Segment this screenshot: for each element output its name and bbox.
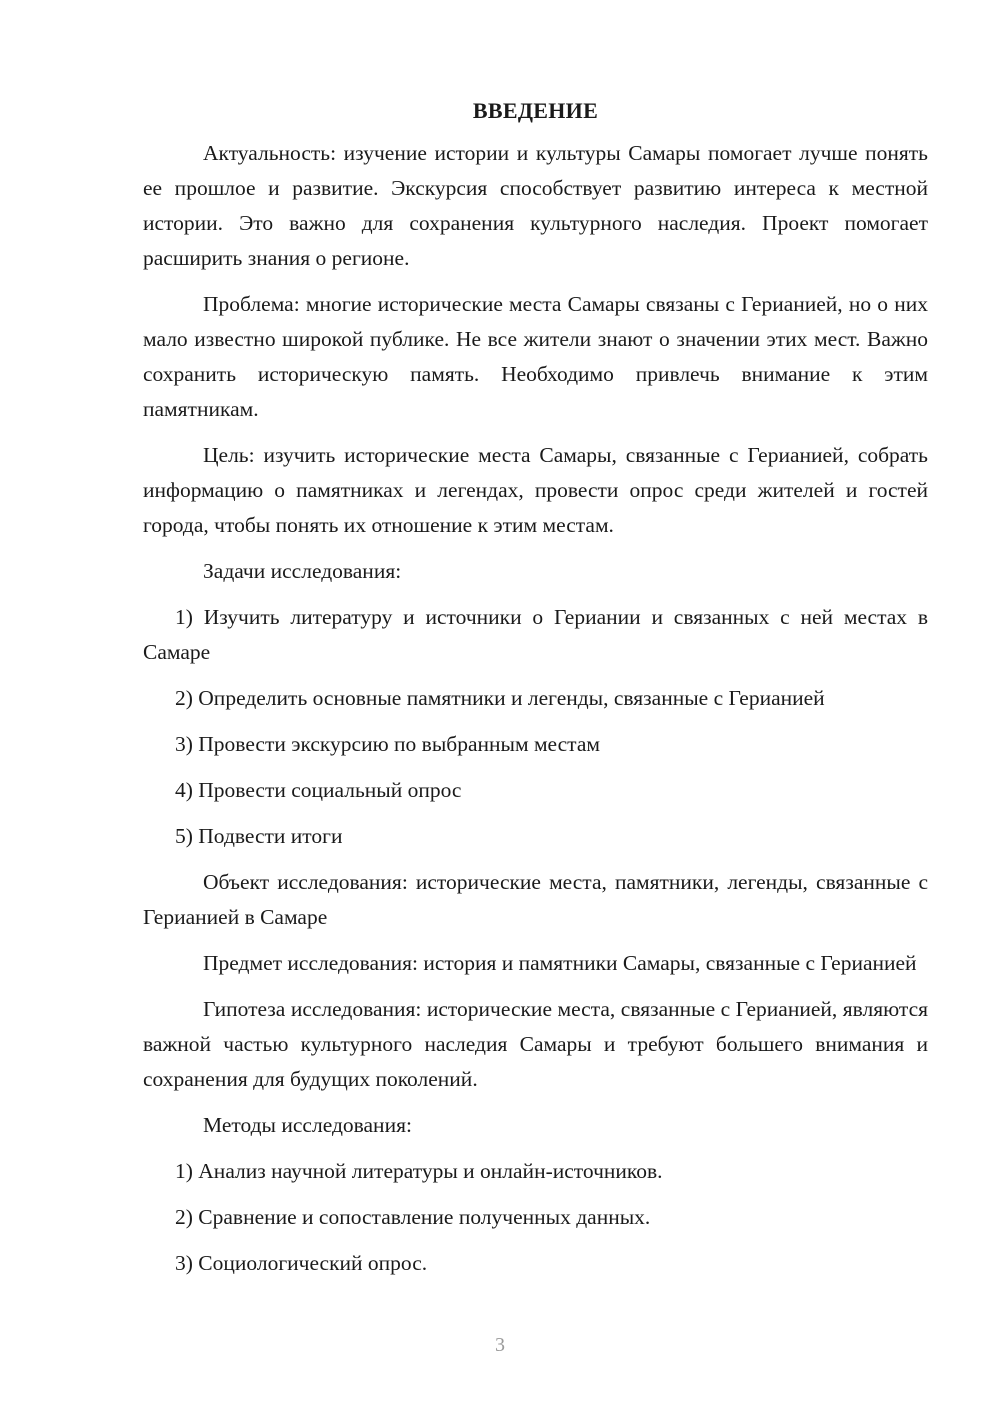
method-item-3: 3) Социологический опрос. bbox=[175, 1251, 428, 1275]
task-item-2: 2) Определить основные памятники и легенды, связанные с Герианией bbox=[175, 686, 825, 710]
document-page bbox=[143, 96, 928, 1292]
goal-paragraph: Цель: изучить исторические места Самары, связанные с Герианией, собрать информацию о памятниках и легендах, провести опрос среди жителей и гостей города, чтобы понять их отношение к этим местам. bbox=[143, 443, 928, 537]
method-item-1: 1) Анализ научной литературы и онлайн-источников. bbox=[175, 1159, 663, 1183]
page-title: ВВЕДЕНИЕ bbox=[472, 98, 599, 123]
task-item-1: 1) Изучить литературу и источники о Гериании и связанных с ней местах в Самаре bbox=[143, 605, 928, 664]
subject-paragraph: Предмет исследования: история и памятники Самары, связанные с Герианией bbox=[203, 951, 917, 975]
hypothesis-paragraph: Гипотеза исследования: исторические места, связанные с Герианией, являются важной частью культурного наследия Самары и требуют большего внимания и сохранения для будущих поколений. bbox=[143, 997, 928, 1091]
method-item-2: 2) Сравнение и сопоставление полученных данных. bbox=[175, 1205, 651, 1229]
task-item-3: 3) Провести экскурсию по выбранным местам bbox=[175, 732, 600, 756]
tasks-title: Задачи исследования: bbox=[203, 559, 402, 583]
relevance-paragraph: Актуальность: изучение истории и культуры Самары помогает лучше понять ее прошлое и развитие. Экскурсия способствует развитию интереса к местной истории. Это важно для сохранения культурного наследия. Проект помогает расширить знания о регионе. bbox=[143, 141, 928, 270]
page-number: 3 bbox=[495, 1334, 505, 1356]
task-item-5: 5) Подвести итоги bbox=[175, 824, 343, 848]
methods-title: Методы исследования: bbox=[203, 1113, 412, 1137]
task-item-4: 4) Провести социальный опрос bbox=[175, 778, 462, 802]
object-paragraph: Объект исследования: исторические места, памятники, легенды, связанные с Герианией в Самаре bbox=[143, 870, 928, 929]
problem-paragraph: Проблема: многие исторические места Самары связаны с Герианией, но о них мало известно широкой публике. Не все жители знают о значении этих мест. Важно сохранить историческую память. Необходимо привлечь внимание к этим памятникам. bbox=[143, 292, 928, 421]
